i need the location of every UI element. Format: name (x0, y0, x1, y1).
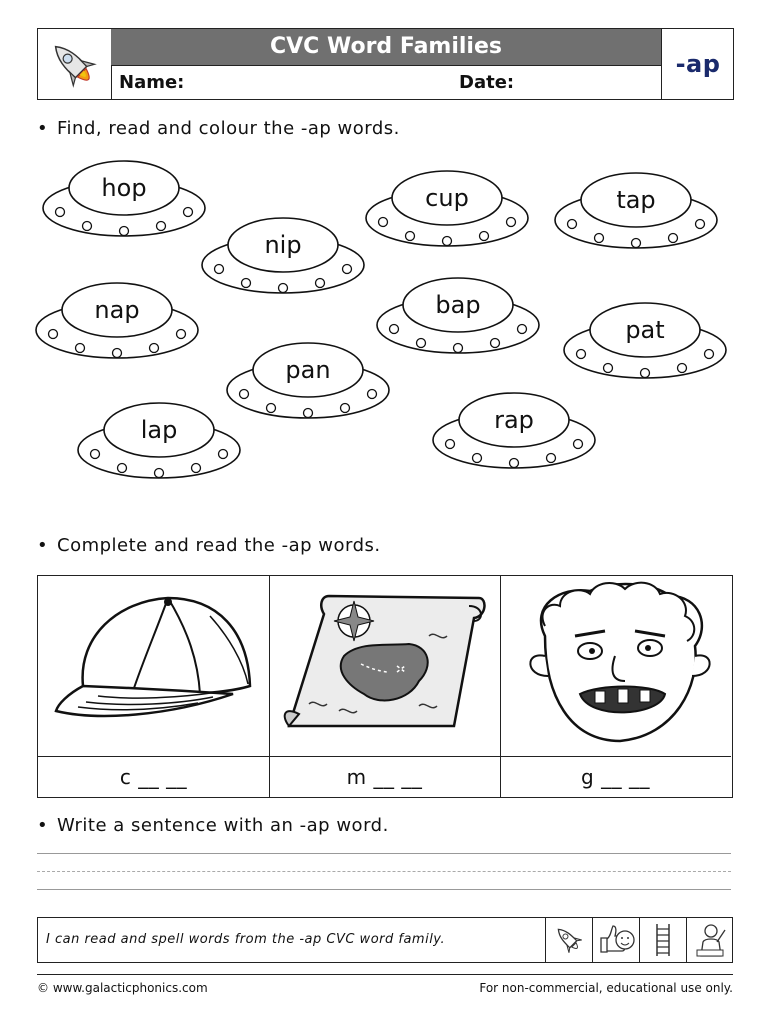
ufo-bap[interactable] (377, 278, 539, 353)
ufo-light (91, 450, 100, 459)
ufo-light (341, 404, 350, 413)
picture-cell-gap (500, 576, 731, 797)
writing-line-top[interactable] (37, 853, 731, 854)
ufo-light (118, 464, 127, 473)
ufo-light (696, 220, 705, 229)
ufo-light (215, 265, 224, 274)
ufo-light (219, 450, 228, 459)
ufo-rap[interactable] (433, 393, 595, 468)
ufo-cup[interactable] (366, 171, 528, 246)
ufo-light (406, 232, 415, 241)
ufo-nap[interactable] (36, 283, 198, 358)
ufo-light (454, 344, 463, 353)
ufo-light (669, 234, 678, 243)
copyright[interactable]: © www.galacticphonics.com (37, 981, 208, 995)
ufo-light (304, 409, 313, 418)
instruction-text: Complete and read the -ap words. (57, 535, 381, 556)
worksheet-header (37, 28, 734, 100)
footer-divider (37, 974, 733, 975)
ufo-light (368, 390, 377, 399)
bullet: • (37, 118, 49, 139)
ufo-light (518, 325, 527, 334)
ufo-pan[interactable] (227, 343, 389, 418)
instruction-complete (37, 535, 381, 556)
ufo-light (157, 222, 166, 231)
thumbs-up-smiley-icon[interactable] (592, 918, 640, 962)
ufo-light (184, 208, 193, 217)
self-assessment-box (37, 917, 733, 963)
ufo-light (678, 364, 687, 373)
ufo-word: cup (425, 184, 469, 212)
ufo-light (443, 237, 452, 246)
ufo-hop[interactable] (43, 161, 205, 236)
ufo-word: lap (140, 416, 178, 444)
picture-cell-cap (38, 576, 270, 797)
ufo-light (56, 208, 65, 217)
ufo-light (595, 234, 604, 243)
ufo-word: tap (616, 186, 656, 214)
bullet: • (37, 535, 49, 556)
ufo-word: rap (494, 406, 534, 434)
ufo-light (267, 404, 276, 413)
ufo-light (577, 350, 586, 359)
ufo-light (49, 330, 58, 339)
bullet: • (37, 815, 49, 836)
ufo-light (604, 364, 613, 373)
ufo-light (177, 330, 186, 339)
ufo-field (0, 150, 768, 510)
instruction-find (37, 118, 400, 139)
ufo-light (574, 440, 583, 449)
ufo-light (510, 459, 519, 468)
ufo-light (417, 339, 426, 348)
rocket-icon[interactable] (545, 918, 593, 962)
ufo-light (120, 227, 129, 236)
writing-line-mid[interactable] (37, 871, 731, 872)
ufo-light (316, 279, 325, 288)
date-label: Date: (459, 72, 515, 93)
ufo-pat[interactable] (564, 303, 726, 378)
ufo-light (379, 218, 388, 227)
ufo-tap[interactable] (555, 173, 717, 248)
picture-cell-map (269, 576, 501, 797)
ufo-word: nip (264, 231, 302, 259)
worksheet-title: CVC Word Families (111, 29, 661, 65)
map-icon (269, 576, 500, 756)
ufo-light (390, 325, 399, 334)
ufo-light (480, 232, 489, 241)
writing-line-base[interactable] (37, 889, 731, 890)
ladder-icon[interactable] (639, 918, 687, 962)
ufo-light (83, 222, 92, 231)
ufo-light (113, 349, 122, 358)
ufo-word: pat (625, 316, 665, 344)
ufo-nip[interactable] (202, 218, 364, 293)
ufo-light (192, 464, 201, 473)
ufo-light (279, 284, 288, 293)
ufo-light (632, 239, 641, 248)
ufo-light (155, 469, 164, 478)
ufo-word: bap (435, 291, 481, 319)
ufo-light (568, 220, 577, 229)
rocket-icon (38, 29, 112, 99)
ufo-light (240, 390, 249, 399)
ufo-light (705, 350, 714, 359)
ufo-word: hop (101, 174, 147, 202)
ufo-lap[interactable] (78, 403, 240, 478)
ufo-light (547, 454, 556, 463)
teacher-icon[interactable] (686, 918, 734, 962)
answer-blank[interactable]: m __ __ (269, 756, 500, 798)
picture-table (37, 575, 733, 798)
ufo-light (150, 344, 159, 353)
instruction-write (37, 815, 389, 836)
ufo-light (491, 339, 500, 348)
ufo-light (641, 369, 650, 378)
word-family-label: -ap (661, 29, 734, 99)
cap-icon (38, 576, 269, 756)
name-label: Name: (119, 72, 185, 93)
instruction-text: Find, read and colour the -ap words. (57, 118, 400, 139)
ufo-light (446, 440, 455, 449)
ufo-word: nap (94, 296, 140, 324)
ufo-light (473, 454, 482, 463)
name-date-row (111, 65, 661, 100)
instruction-text: Write a sentence with an -ap word. (57, 815, 389, 836)
answer-blank[interactable]: g __ __ (500, 756, 731, 798)
ufo-light (507, 218, 516, 227)
ufo-light (343, 265, 352, 274)
self-assessment-statement: I can read and spell words from the -ap CVC word family. (46, 932, 446, 947)
gap-teeth-face-icon (500, 576, 731, 756)
usage-notice: For non-commercial, educational use only. (479, 981, 733, 995)
ufo-word: pan (285, 356, 331, 384)
ufo-light (242, 279, 251, 288)
ufo-light (76, 344, 85, 353)
answer-blank[interactable]: c __ __ (38, 756, 269, 798)
